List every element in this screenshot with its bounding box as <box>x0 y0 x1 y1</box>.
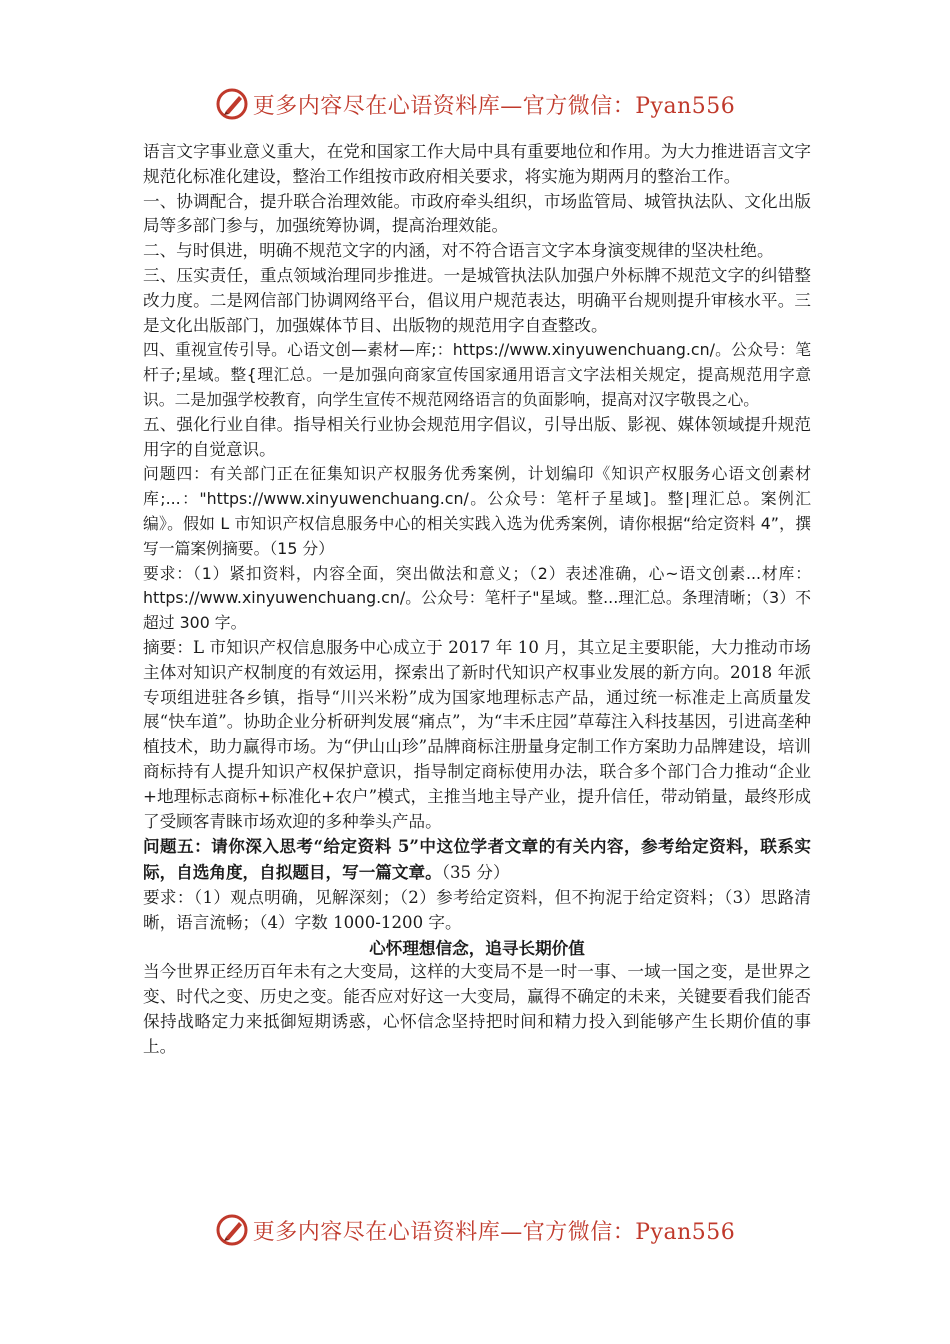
question-5-requirements: 要求：（1）观点明确，见解深刻；（2）参考给定资料，但不拘泥于给定资料；（3）思路清晰，语言流畅；（4）字数 1000-1200 字。 <box>143 887 811 932</box>
header-banner <box>0 84 950 124</box>
paragraph-point-1: 一、协调配合，提升联合治理效能。市政府牵头组织，市场监管局、城管执法队、文化出版局等多部门参与，加强统筹协调，提高治理效能。 <box>143 191 811 236</box>
paragraph-intro: 语言文字事业意义重大，在党和国家工作大局中具有重要地位和作用。为大力推进语言文字规范化标准化建设，整治工作组按市政府相关要求，将实施为期两月的整治工作。 <box>143 142 811 186</box>
case-summary: 摘要：L 市知识产权信息服务中心成立于 2017 年 10 月，其立足主要职能，大力推动市场主体对知识产权制度的有效运用，探索出了新时代知识产权事业发展的新方向。2018 年派专项组进驻各乡镇，指导“川兴米粉”成为国家地理标志产品，通过统一标准走上高质量发展“快车道”。协助企业分析研判发展“痛点”，为“丰禾庄园”草莓注入科技基因，引进高垄种植技术，助力赢得市场。为“伊山山珍”品牌商标注册量身定制工作方案助力品牌建设，培训商标持有人提升知识产权保护意识，指导制定商标使用办法，联合多个部门合力推动“企业+地理标志商标+标准化+农户”模式，主推当地主导产业，提升信任，带动销量，最终形成了受顾客青睐市场欢迎的多种拳头产品。 <box>143 637 811 831</box>
pen-logo-icon <box>215 87 249 121</box>
question-5-block <box>143 834 811 886</box>
essay-body: 当今世界正经历百年未有之大变局，这样的大变局不是一时一事、一域一国之变，是世界之变、时代之变、历史之变。能否应对好这一大变局，赢得不确定的未来，关键要看我们能否保持战略定力来抵御短期诱惑，心怀信念坚持把时间和精力投入到能够产生长期价值的事上。 <box>143 962 811 1056</box>
paragraph-point-3: 三、压实责任，重点领域治理同步推进。一是城管执法队加强户外标牌不规范文字的纠错整改力度。二是网信部门协调网络平台，倡议用户规范表达，明确平台规则提升审核水平。三是文化出版部门，加强媒体节目、出版物的规范用字自查整改。 <box>143 265 811 335</box>
question-4-requirements: 要求：（1）紧扣资料，内容全面，突出做法和意义；（2）表述准确，心~语文创素...材库：https://www.xinyuwenchuang.cn/。公众号：笔杆子"星域。整...理汇总。条理清晰；（3）不超过 300 字。 <box>143 563 811 633</box>
header-banner-text: 更多内容尽在心语资料库—官方微信：Pyan556 <box>252 93 736 119</box>
paragraph-point-4: 四、重视宣传引导。心语文创—素材—库;：https://www.xinyuwenchuang.cn/。公众号：笔杆子;星域。整{理汇总。一是加强向商家宣传国家通用语言文字法相关规定，提高规范用字意识。二是加强学校教育，向学生宣传不规范网络语言的负面影响，提高对汉字敬畏之心。 <box>143 340 811 409</box>
footer-banner <box>0 1210 950 1250</box>
essay-title: 心怀理想信念，追寻长期价值 <box>369 937 585 958</box>
paragraph-point-2: 二、与时俱进，明确不规范文字的内涵，对不符合语言文字本身演变规律的坚决杜绝。 <box>143 241 774 261</box>
question-5-prompt: 问题五：请你深入思考“给定资料 5”中这位学者文章的有关内容，参考给定资料，联系实际，自选角度，自拟题目，写一篇文章。 <box>143 836 811 883</box>
document-body <box>143 140 811 1059</box>
question-5-score: （35 分） <box>441 863 510 883</box>
pen-logo-icon <box>215 1213 249 1247</box>
question-4-prompt: 问题四：有关部门正在征集知识产权服务优秀案例，计划编印《知识产权服务心语文创素材库;...："https://www.xinyuwenchuang.cn/。公众号：笔杆子星域]。整|理汇总。案例汇编》。假如 L 市知识产权信息服务中心的相关实践入选为优秀案例，请你根据“给定资料 4”，撰写一篇案例摘要。（15 分） <box>143 464 811 558</box>
paragraph-point-5: 五、强化行业自律。指导相关行业协会规范用字倡议，引导出版、影视、媒体领域提升规范用字的自觉意识。 <box>143 414 811 459</box>
footer-banner-text: 更多内容尽在心语资料库—官方微信：Pyan556 <box>252 1219 736 1245</box>
